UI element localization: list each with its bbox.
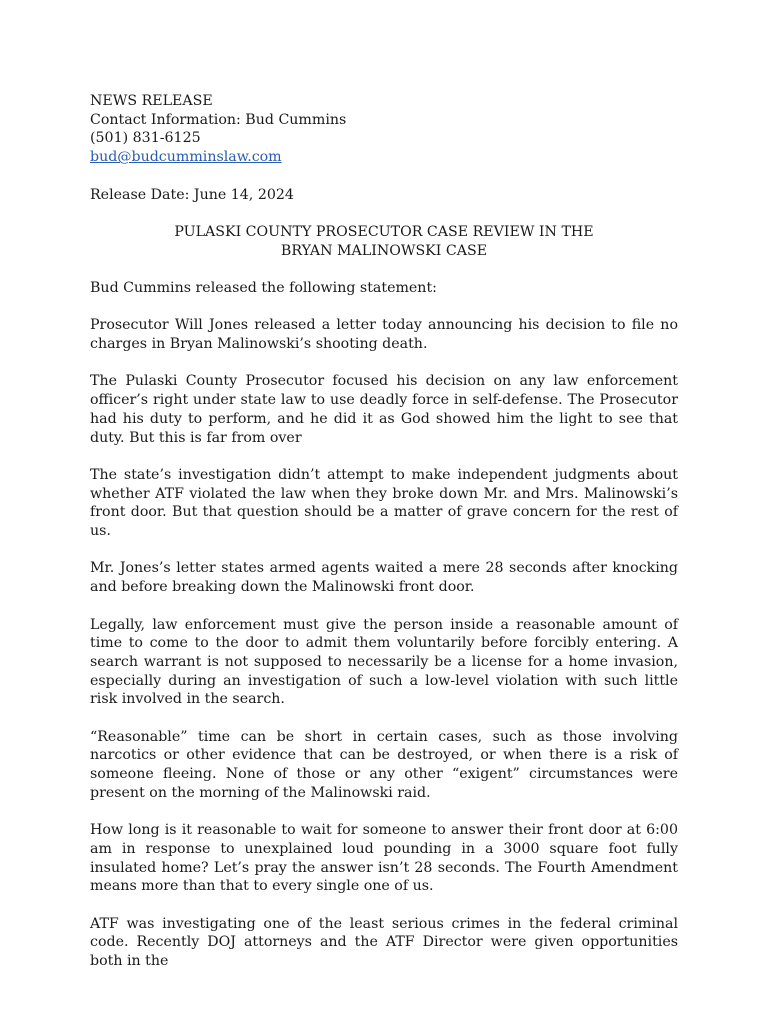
paragraph: ATF was investigating one of the least serious crimes in the federal criminal code. Recently DOJ attorneys and the ATF Director were given opportunities both in the [90, 915, 678, 970]
headline-line-1: PULASKI COUNTY PROSECUTOR CASE REVIEW IN THE [174, 223, 594, 240]
contact-phone: (501) 831-6125 [90, 130, 201, 147]
contact-email-link[interactable]: bud@budcumminslaw.com [90, 149, 282, 166]
headline-line-2: BRYAN MALINOWSKI CASE [280, 242, 488, 259]
document-content [90, 92, 678, 971]
body-text [90, 279, 678, 971]
paragraph: Legally, law enforcement must give the person inside a reasonable amount of time to come to the door to admit them voluntarily before forcibly entering. A search warrant is not supposed to necessarily be a license for a home invasion, especially during an investigation of such a low-level violation with such little risk involved in the search. [90, 616, 678, 708]
paragraph: Prosecutor Will Jones released a letter today announcing his decision to file no charges in Bryan Malinowski’s shooting death. [90, 317, 678, 353]
headline [90, 223, 678, 260]
paragraph: Mr. Jones’s letter states armed agents waited a mere 28 seconds after knocking and before breaking down the Malinowski front door. [90, 560, 678, 596]
paragraph: Bud Cummins released the following statement: [90, 279, 437, 296]
contact-information: Contact Information: Bud Cummins [90, 111, 347, 128]
paragraph: The Pulaski County Prosecutor focused his decision on any law enforcement officer’s right under state law to use deadly force in self-defense. The Prosecutor had his duty to perform, and he did it as God showed him the light to see that duty. But this is far from over [90, 373, 678, 446]
release-date: Release Date: June 14, 2024 [90, 186, 294, 203]
paragraph: The state’s investigation didn’t attempt to make independent judgments about whether ATF violated the law when they broke down Mr. and Mrs. Malinowski’s front door. But that question should be a matter of grave concern for the rest of us. [90, 466, 678, 540]
paragraph: How long is it reasonable to wait for someone to answer their front door at 6:00 am in response to unexplained loud pounding in a 3000 square foot fully insulated home? Let’s pray the answer isn’t 28 seconds. The Fourth Amendment means more than that to every single one of us. [90, 822, 678, 895]
paragraph: “Reasonable” time can be short in certain cases, such as those involving narcotics or other evidence that can be destroyed, or when there is a risk of someone fleeing. None of those or any other “exigent” circumstances were present on the morning of the Malinowski raid. [90, 728, 678, 801]
contact-header [90, 92, 678, 167]
news-release-label: NEWS RELEASE [90, 93, 213, 109]
